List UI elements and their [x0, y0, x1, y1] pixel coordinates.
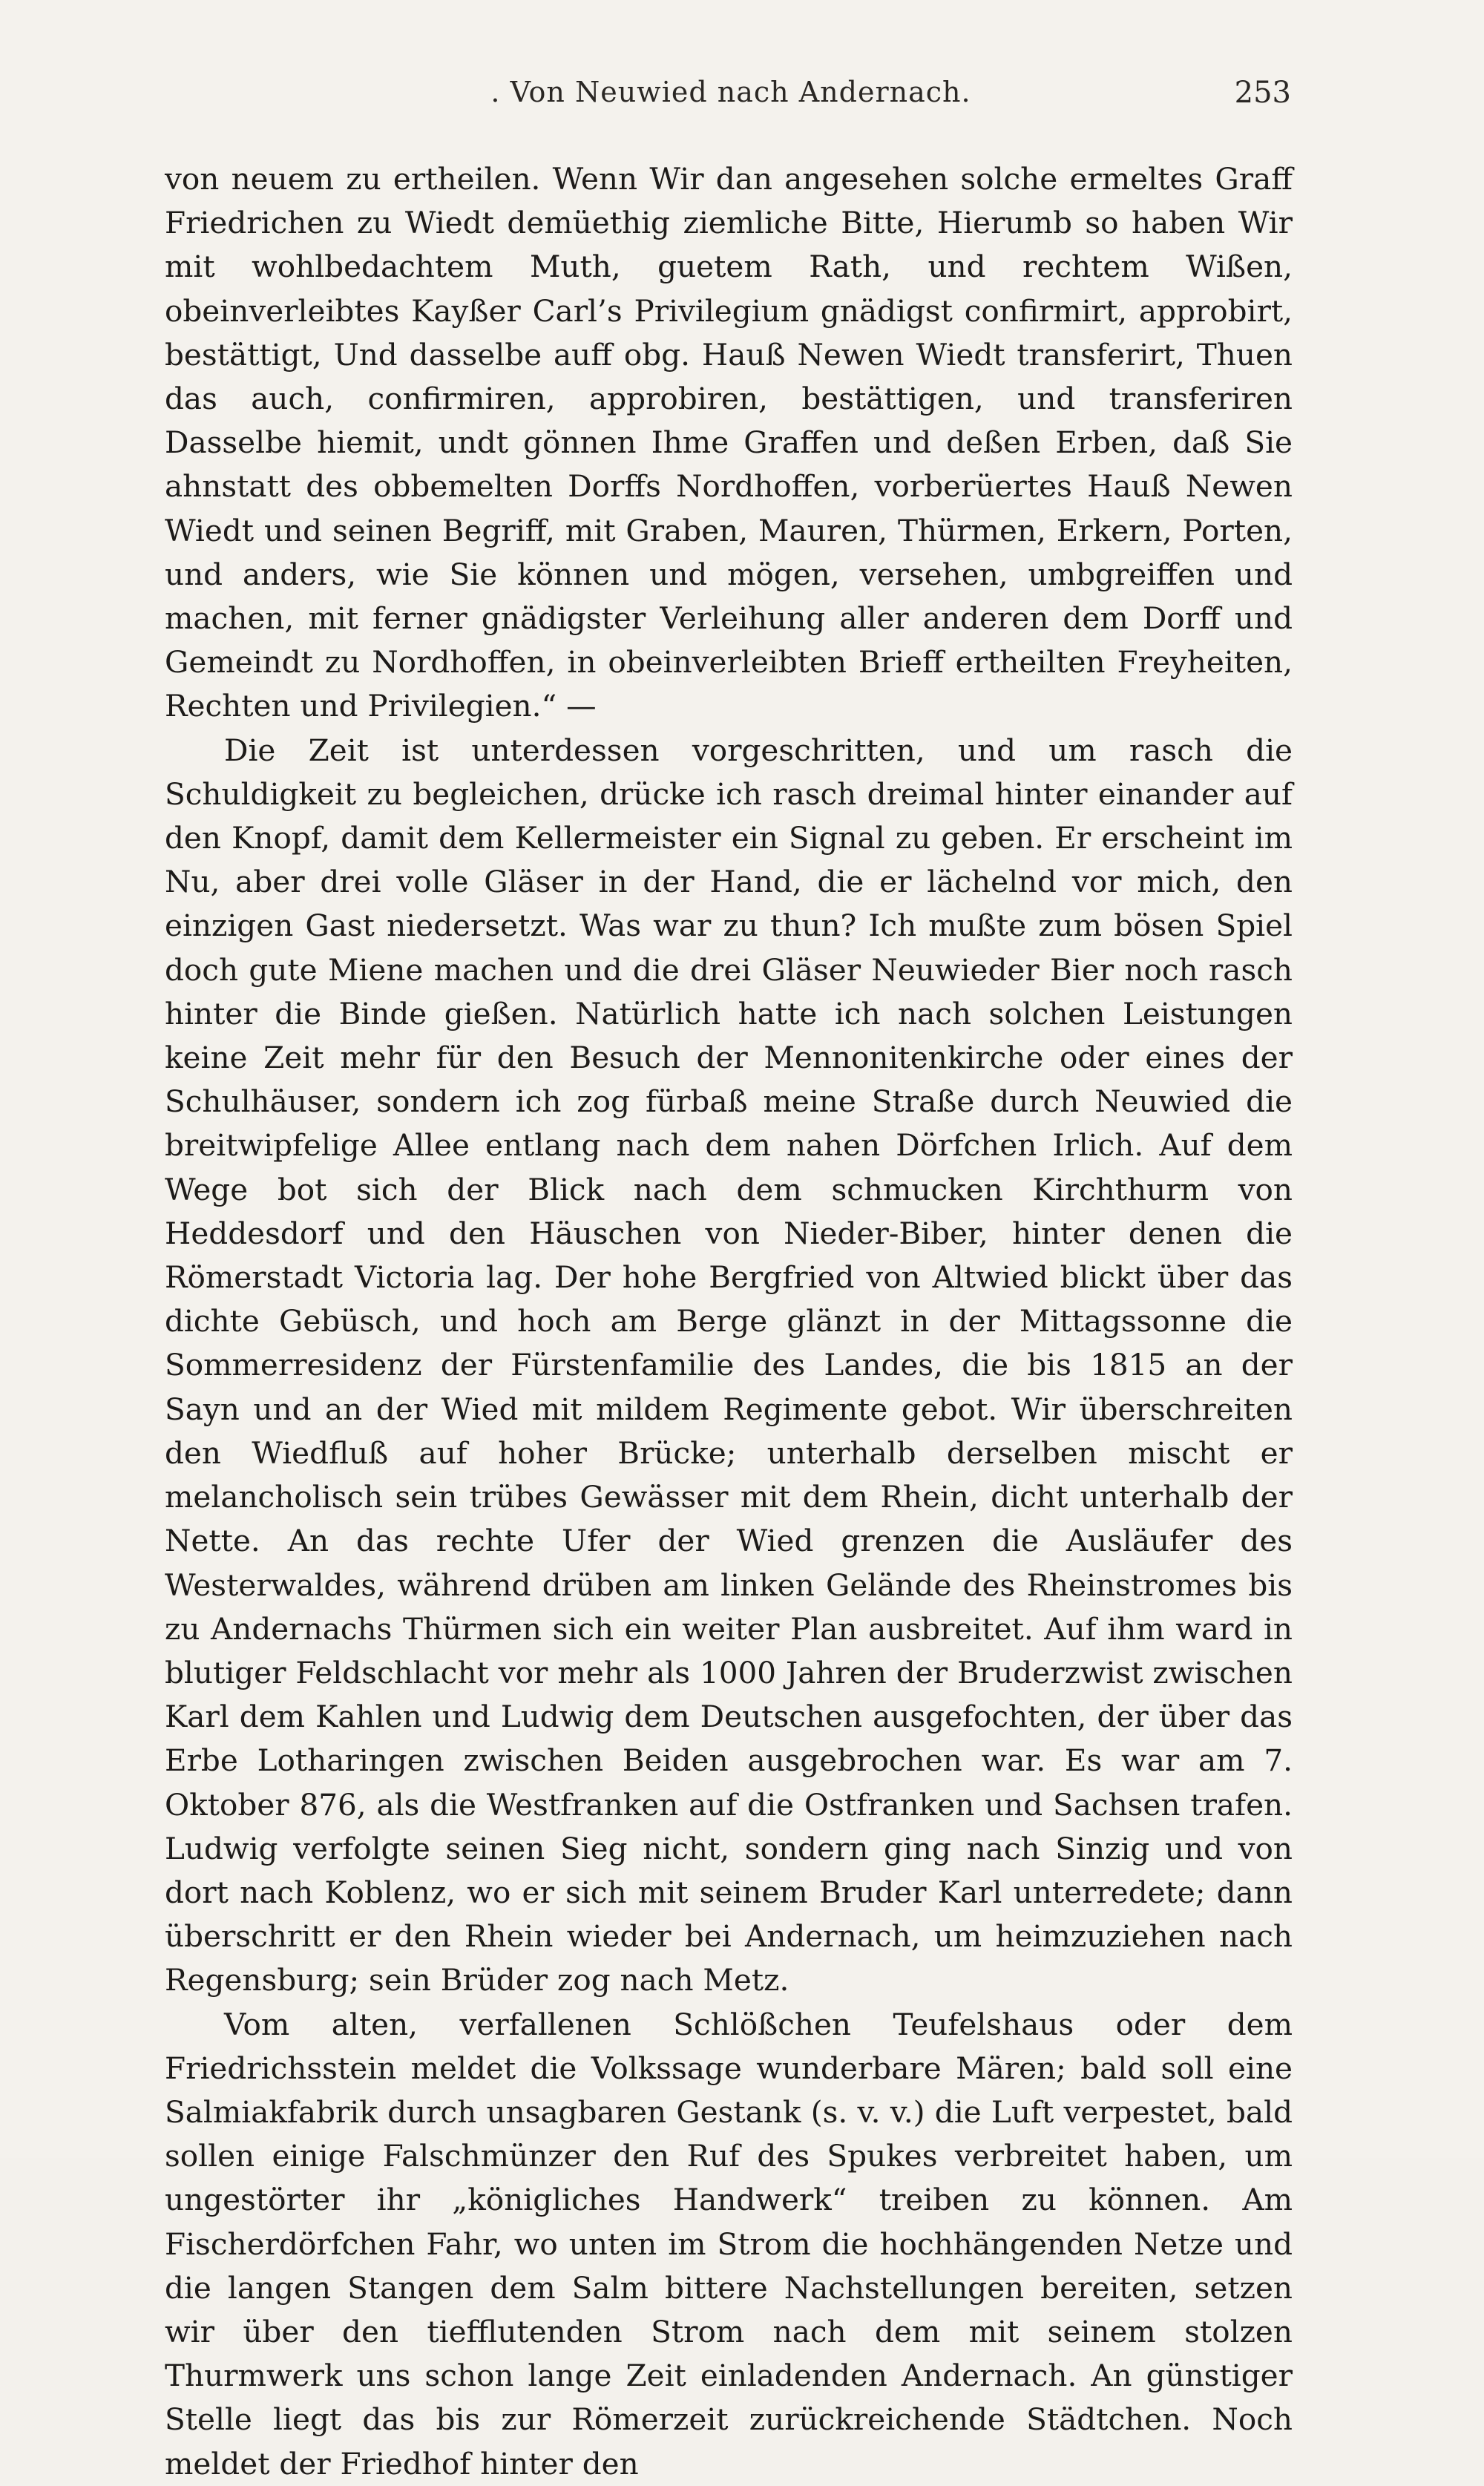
body-text	[165, 157, 1293, 2486]
page-number: 253	[1234, 76, 1291, 110]
page-header	[171, 76, 1291, 120]
paragraph-quote-continuation: von neuem zu ertheilen. Wenn Wir dan angesehen solche ermeltes Graff Friedrichen zu Wiedt demüethig ziemliche Bitte, Hierumb so haben Wir mit wohlbedachtem Muth, guetem Rath, und rechtem Wißen, obeinverleibtes Kayßer Carl’s Privilegium gnädigst confirmirt, approbirt, bestättigt, Und dasselbe auff obg. Hauß Newen Wiedt transferirt, Thuen das auch, confirmiren, approbiren, bestättigen, und transferiren Dasselbe hiemit, undt gönnen Ihme Graffen und deßen Erben, daß Sie ahnstatt des obbemelten Dorffs Nordhoffen, vorberüertes Hauß Newen Wiedt und seinen Begriff, mit Graben, Mauren, Thürmen, Erkern, Porten, und anders, wie Sie können und mögen, versehen, umbgreiffen und machen, mit ferner gnädigster Verleihung aller anderen dem Dorff und Gemeindt zu Nordhoffen, in obeinverleibten Brieff ertheilten Freyheiten, Rechten und Privilegien.“ —	[165, 161, 1293, 724]
paragraph-andernach: Vom alten, verfallenen Schlößchen Teufelshaus oder dem Friedrichsstein meldet die Volkssage wunderbare Mären; bald soll eine Salmiakfabrik durch unsagbaren Gestank (s. v. v.) die Luft verpestet, bald sollen einige Falschmünzer den Ruf des Spukes verbreitet haben, um ungestörter ihr „königliches Handwerk“ treiben zu können. Am Fischerdörfchen Fahr, wo unten im Strom die hochhängenden Netze und die langen Stangen dem Salm bittere Nachstellungen bereiten, setzen wir über den tiefflutenden Strom nach dem mit seinem stolzen Thurmwerk uns schon lange Zeit einladenden Andernach. An günstiger Stelle liegt das bis zur Römerzeit zurückreichende Städtchen. Noch meldet der Friedhof hinter den	[165, 2006, 1293, 2482]
running-title: . Von Neuwied nach Andernach.	[490, 76, 971, 108]
paragraph-journey: Die Zeit ist unterdessen vorgeschritten, und um rasch die Schuldigkeit zu begleichen, drücke ich rasch dreimal hinter einander auf den Knopf, damit dem Kellermeister ein Signal zu geben. Er erscheint im Nu, aber drei volle Gläser in der Hand, die er lächelnd vor mich, den einzigen Gast niedersetzt. Was war zu thun? Ich mußte zum bösen Spiel doch gute Miene machen und die drei Gläser Neuwieder Bier noch rasch hinter die Binde gießen. Natürlich hatte ich nach solchen Leistungen keine Zeit mehr für den Besuch der Mennonitenkirche oder eines der Schulhäuser, sondern ich zog fürbaß meine Straße durch Neuwied die breitwipfelige Allee entlang nach dem nahen Dörfchen Irlich. Auf dem Wege bot sich der Blick nach dem schmucken Kirchthurm von Heddesdorf und den Häuschen von Nieder-Biber, hinter denen die Römerstadt Victoria lag. Der hohe Bergfried von Altwied blickt über das dichte Gebüsch, und hoch am Berge glänzt in der Mittagssonne die Sommerresidenz der Fürstenfamilie des Landes, die bis 1815 an der Sayn und an der Wied mit mildem Regimente gebot. Wir überschreiten den Wiedfluß auf hoher Brücke; unterhalb derselben mischt er melancholisch sein trübes Gewässer mit dem Rhein, dicht unterhalb der Nette. An das rechte Ufer der Wied grenzen die Ausläufer des Westerwaldes, während drüben am linken Gelände des Rheinstromes bis zu Andernachs Thürmen sich ein weiter Plan ausbreitet. Auf ihm ward in blutiger Feldschlacht vor mehr als 1000 Jahren der Bruderzwist zwischen Karl dem Kahlen und Ludwig dem Deutschen ausgefochten, der über das Erbe Lotharingen zwischen Beiden ausgebrochen war. Es war am 7. Oktober 876, als die Westfranken auf die Ostfranken und Sachsen trafen. Ludwig verfolgte seinen Sieg nicht, sondern ging nach Sinzig und von dort nach Koblenz, wo er sich mit seinem Bruder Karl unterredete; dann überschritt er den Rhein wieder bei Andernach, um heimzuziehen nach Regensburg; sein Brüder zog nach Metz.	[165, 732, 1293, 1998]
